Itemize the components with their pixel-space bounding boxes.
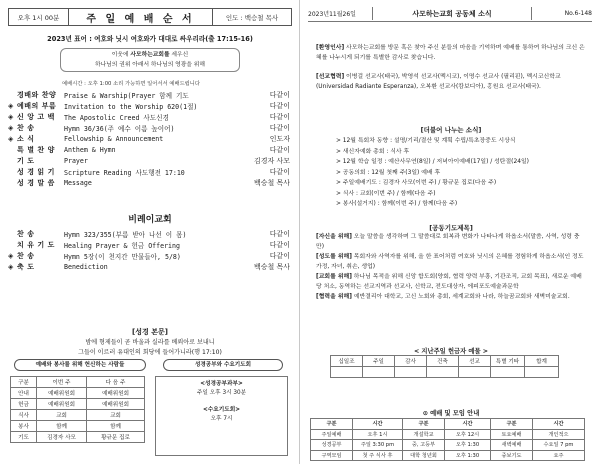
table-row bbox=[311, 429, 585, 440]
table-header: 구분 bbox=[491, 419, 533, 430]
order-row bbox=[8, 155, 292, 166]
section-title: 비례이교회 bbox=[128, 215, 172, 225]
table-cell: 요주 bbox=[533, 450, 585, 461]
order-label: 소 식 bbox=[17, 135, 35, 143]
table-cell: 봉사 bbox=[11, 421, 37, 432]
order-row bbox=[8, 240, 292, 251]
list-item: > 봉사(설거지) : 함께(이번 주) / 함께(다음 주) bbox=[336, 201, 458, 207]
order-content: Hymn 323/355(부름 받아 나선 이 몸) bbox=[64, 231, 187, 240]
table-cell: 주일 bbox=[363, 356, 395, 367]
order-row bbox=[8, 177, 292, 188]
order-label: 신 앙 고 백 bbox=[17, 113, 55, 122]
order-content: Anthem & Hymn bbox=[64, 145, 116, 154]
order-label: 특 별 찬 양 bbox=[17, 145, 55, 154]
order-leader: 백승철 목사 bbox=[253, 263, 290, 272]
table-header: 이번 주 bbox=[37, 377, 87, 388]
order-label: 예배의 부름 bbox=[17, 102, 57, 111]
order-leader: 백승철 목사 bbox=[253, 178, 290, 187]
prayer-item: [교회를 위해] 하나님 목적을 위해 신앙 합도회(양회, 협력 양력 부흥, 기관조직, 교회 목표), 새로운 예배당 처소, 동역하는 선교지역과 선교사, 신학교, 전도대상자, 에피포도예술과문학 bbox=[316, 274, 582, 290]
table-header: 시간 bbox=[445, 419, 491, 430]
table-row bbox=[331, 356, 559, 367]
table-cell: 개인적으 bbox=[533, 429, 585, 440]
table-header: 구분 bbox=[11, 377, 37, 388]
table-header: 다 음 주 bbox=[87, 377, 145, 388]
order-content: Fellowship & Announcement bbox=[64, 135, 164, 143]
list-item: > 새신자예화 총회 : 식사 후 bbox=[336, 148, 410, 155]
order-bullet: ◈ bbox=[8, 113, 14, 122]
meetings-table bbox=[310, 418, 585, 461]
welcome-text: 사모하는교회를 방문 혹은 찾아 주신 분들의 마음을 기억하며 예배를 통하여 하나님의 크신 은혜를 나누시게 되기를 특별한 감사로 찾습니다. bbox=[316, 45, 585, 61]
annual-theme: 2023년 표어 : 여호와 닛시 여호와가 대대로 싸우리라(출 17:15-16) bbox=[47, 35, 253, 43]
order-leader: 다같이 bbox=[269, 124, 290, 133]
list-item: > 12월 학습 일정 : 예산사무연(8일) / 저녁아이예배(17일) / 성탄절(24일) bbox=[336, 159, 529, 165]
table-cell: 특별 기타 bbox=[491, 356, 525, 367]
table-cell: 황규문 집로 bbox=[87, 432, 145, 443]
order-content: Hymn 36/36(주 예수 이름 높이어) bbox=[64, 125, 175, 134]
table-header-row bbox=[11, 377, 145, 388]
wednesday-prayer-time: 오후 7시 bbox=[210, 416, 233, 422]
order-label: 성 경 읽 기 bbox=[17, 167, 55, 176]
prayer-item: [성도를 위해] 목회자와 사역자를 위해, 올 한 표어처럼 여호와 닛시의 은혜를 경험하게 하옵소서(인 정도 가정, 자녀, 취손, 생업) bbox=[316, 254, 584, 270]
order-content: Healing Prayer & 헌금 Offering bbox=[64, 242, 180, 251]
order-row bbox=[8, 144, 292, 155]
welcome-label: [환영인사] bbox=[316, 45, 345, 51]
order-label: 치 유 기 도 bbox=[17, 241, 55, 250]
table-cell: 감사 bbox=[395, 356, 427, 367]
table-cell bbox=[395, 367, 427, 378]
scripture-line: 그들이 이르러 유대인의 회당에 들어가니라(행 17:10) bbox=[78, 348, 222, 356]
wednesday-prayer-title: <수요기도회> bbox=[202, 407, 240, 413]
scripture-text bbox=[8, 338, 292, 357]
table-cell: 새벽예배 bbox=[491, 440, 533, 451]
table-cell: 오후 1:30 bbox=[445, 440, 491, 451]
table-cell: 함께 bbox=[87, 421, 145, 432]
intro-line-2: 하나님의 권위 아래서 하나님의 영광을 위해 bbox=[94, 62, 205, 68]
table-cell: 수요일 7 pm bbox=[533, 440, 585, 451]
table-cell: 성경공부 bbox=[311, 440, 353, 451]
table-header-row bbox=[311, 419, 585, 430]
table-cell: 예배위원회 bbox=[37, 388, 87, 399]
worship-order-list-2 bbox=[8, 229, 292, 273]
mission-paragraph bbox=[316, 73, 586, 93]
order-label: 축 도 bbox=[17, 263, 35, 272]
table-cell: 건축 bbox=[427, 356, 459, 367]
table-header: 구분 bbox=[403, 419, 445, 430]
order-row bbox=[8, 101, 292, 112]
table-header: 시간 bbox=[353, 419, 403, 430]
table-cell: 오후 1시 bbox=[353, 429, 403, 440]
table-cell: 예배위원회 bbox=[87, 399, 145, 410]
bible-study-box bbox=[155, 376, 288, 456]
order-row bbox=[8, 123, 292, 134]
table-row bbox=[11, 399, 145, 410]
table-row bbox=[11, 388, 145, 399]
table-cell: 주일 3:30 pm bbox=[353, 440, 403, 451]
bulletin-number: No.6-148 bbox=[564, 10, 592, 17]
table-cell: 십일조 bbox=[331, 356, 363, 367]
order-label: 찬 송 bbox=[17, 230, 35, 239]
order-bullet: ◈ bbox=[8, 135, 14, 143]
table-cell: 함께 bbox=[37, 421, 87, 432]
table-cell bbox=[525, 367, 559, 378]
order-row bbox=[8, 251, 292, 262]
community-news-page bbox=[300, 0, 600, 464]
table-cell bbox=[491, 367, 525, 378]
order-row bbox=[8, 112, 292, 123]
order-content: Prayer bbox=[64, 156, 88, 165]
order-leader: 다같이 bbox=[269, 113, 290, 122]
table-cell: 중보기도 bbox=[491, 450, 533, 461]
table-cell: 교회 bbox=[37, 410, 87, 421]
bible-study-time: 주일 오후 3시 30분 bbox=[196, 390, 247, 396]
order-row bbox=[8, 166, 292, 177]
table-cell: 구역모임 bbox=[311, 450, 353, 461]
table-cell bbox=[459, 367, 491, 378]
clock-icon: ⊙ bbox=[422, 410, 431, 417]
intro-line-1: 이웃에 사모하는교회를 세우신 bbox=[111, 52, 189, 58]
meetings-title: ⊙ 예배 및 모임 안내 bbox=[422, 410, 480, 417]
bible-study-title: <성경공부과부> bbox=[200, 381, 243, 387]
table-cell: 주일예배 bbox=[311, 429, 353, 440]
bible-study-pill: 성경공부와 수요기도회 bbox=[163, 359, 283, 371]
order-content: Invitation to the Worship 620(1절) bbox=[64, 103, 198, 112]
order-row bbox=[8, 229, 292, 240]
table-row bbox=[311, 450, 585, 461]
header-divider bbox=[308, 21, 592, 22]
table-cell: 토요예배 bbox=[491, 429, 533, 440]
order-leader: 인도자 bbox=[269, 135, 290, 143]
table-row bbox=[11, 432, 145, 443]
table-cell: 식사 bbox=[11, 410, 37, 421]
list-item: > 12월 특회차 동향 : 설명/기리/결산 및 계획 수립/특초장중도 시상식 bbox=[336, 138, 516, 144]
news-title: 사모하는교회 공동체 소식 bbox=[372, 7, 532, 20]
table-cell: 예배위원회 bbox=[87, 388, 145, 399]
volunteer-table bbox=[10, 376, 145, 443]
table-row bbox=[11, 421, 145, 432]
order-label: 찬 송 bbox=[17, 252, 35, 261]
order-leader: 다같이 bbox=[269, 102, 290, 111]
scripture-line: 밤에 형제들이 곧 바울과 실라를 베뢰아로 보내니 bbox=[85, 339, 215, 346]
offering-table bbox=[330, 355, 559, 378]
order-row bbox=[8, 134, 292, 145]
table-cell: 오후 1:30 bbox=[445, 450, 491, 461]
table-cell: 헌금 bbox=[11, 399, 37, 410]
prep-note: 예배시간 : 오후 1:00 소리 가능하면 일어서서 예배드립니다 bbox=[62, 81, 201, 87]
order-bullet: ◈ bbox=[8, 263, 14, 272]
table-cell: 기도 bbox=[11, 432, 37, 443]
table-cell bbox=[363, 367, 395, 378]
order-content: Praise & Warship(Prayer 함께 기도 bbox=[64, 92, 189, 101]
order-label: 기 도 bbox=[17, 156, 35, 165]
news-header bbox=[308, 7, 592, 20]
service-leader: 인도 : 백승철 목사 bbox=[225, 13, 279, 22]
order-row bbox=[8, 262, 292, 273]
offering-title: < 지난주일 헌금자 예물 > bbox=[413, 348, 489, 355]
order-content: Hymn 5장(이 천지간 만물들아, 5/8) bbox=[64, 253, 181, 262]
scripture-title: [성경 본문] bbox=[132, 328, 168, 336]
order-content: Scripture Reading 사도행전 17:10 bbox=[64, 168, 185, 177]
order-bullet: ◈ bbox=[8, 124, 14, 133]
table-cell bbox=[331, 367, 363, 378]
table-header: 시간 bbox=[533, 419, 585, 430]
order-leader: 다같이 bbox=[269, 167, 290, 176]
table-row bbox=[331, 367, 559, 378]
mission-label: [선교협력] bbox=[316, 74, 345, 80]
order-bullet: ◈ bbox=[8, 252, 14, 261]
order-leader: 다같이 bbox=[269, 91, 290, 100]
prayer-item: [협력을 위해] 예반결리아 대학교, 고신 노회와 총회, 세계교회와 나라, 하늘꿈교회와 새벽미술교회. bbox=[316, 294, 570, 300]
order-content: The Apostolic Creed 사도신경 bbox=[64, 114, 169, 123]
order-row bbox=[8, 90, 292, 101]
shared-news-title: [더불어 나누는 소식] bbox=[420, 126, 482, 134]
order-leader: 다같이 bbox=[269, 145, 290, 154]
order-label: 찬 송 bbox=[17, 124, 35, 133]
table-cell: 합계 bbox=[525, 356, 559, 367]
service-title: 주 일 예 배 순 서 bbox=[69, 9, 213, 25]
table-cell: 개설학교 bbox=[403, 429, 445, 440]
table-cell bbox=[427, 367, 459, 378]
prayer-item: [자신을 위해] 오늘 말씀을 생각하며 그 말씀대로 회복과 변화가 나타나게 하옵소서(말씀, 사역, 성령 충만) bbox=[316, 234, 580, 250]
table-cell: 중, 고등부 bbox=[403, 440, 445, 451]
table-cell: 예배위원회 bbox=[37, 399, 87, 410]
prayer-topics bbox=[316, 233, 586, 304]
table-header: 구분 bbox=[311, 419, 353, 430]
list-item: > 식사 : 교회(이번 주) / 함께(다음 주) bbox=[336, 190, 436, 197]
table-cell: 교회 bbox=[87, 410, 145, 421]
order-label: 성 경 말 씀 bbox=[17, 178, 55, 187]
order-leader: 다같이 bbox=[269, 230, 290, 239]
welcome-paragraph bbox=[316, 44, 586, 64]
order-leader: 다같이 bbox=[269, 241, 290, 250]
table-cell: 안내 bbox=[11, 388, 37, 399]
list-item: > 주일예배기도 : 김경자 사모(이번 주) / 황규문 집로(다음 주) bbox=[336, 180, 497, 186]
order-leader: 김경자 사모 bbox=[253, 156, 290, 165]
table-cell: 대학 청년회 bbox=[403, 450, 445, 461]
worship-order-list bbox=[8, 90, 292, 188]
table-row bbox=[311, 440, 585, 451]
order-bullet: ◈ bbox=[8, 102, 14, 111]
service-header bbox=[8, 8, 292, 26]
bulletin-date: 2023년11월26일 bbox=[308, 11, 356, 18]
list-item: > 공동의회 : 12월 첫째 주(3일) 예배 후 bbox=[336, 169, 441, 176]
table-row bbox=[11, 410, 145, 421]
order-label: 경배와 찬양 bbox=[17, 91, 57, 100]
order-leader: 다같이 bbox=[269, 252, 290, 261]
order-content: Message bbox=[64, 178, 92, 187]
prayer-topics-title: [공동기도제목] bbox=[429, 224, 473, 232]
order-content: Benediction bbox=[64, 263, 108, 272]
table-cell: 오후 12시 bbox=[445, 429, 491, 440]
shared-news-list bbox=[336, 136, 576, 210]
service-time: 오후 1시 00분 bbox=[9, 9, 69, 25]
table-cell: 김경자 사모 bbox=[37, 432, 87, 443]
church-intro-box bbox=[60, 48, 240, 72]
table-cell: 선교 bbox=[459, 356, 491, 367]
volunteers-pill: 예배와 봉사를 위해 헌신하는 사람들 bbox=[14, 359, 146, 371]
mission-text: 이병걸 선교사(태국), 박영석 선교사(멕시코), 이명수 선교사 (필리핀), 멕시코신학교(Universidad Radiante Esperanza), 오복환 선교사(캄보디아), 홍원요 선교사(태국). bbox=[316, 74, 561, 90]
table-cell: 첫 주 식사 후 bbox=[353, 450, 403, 461]
